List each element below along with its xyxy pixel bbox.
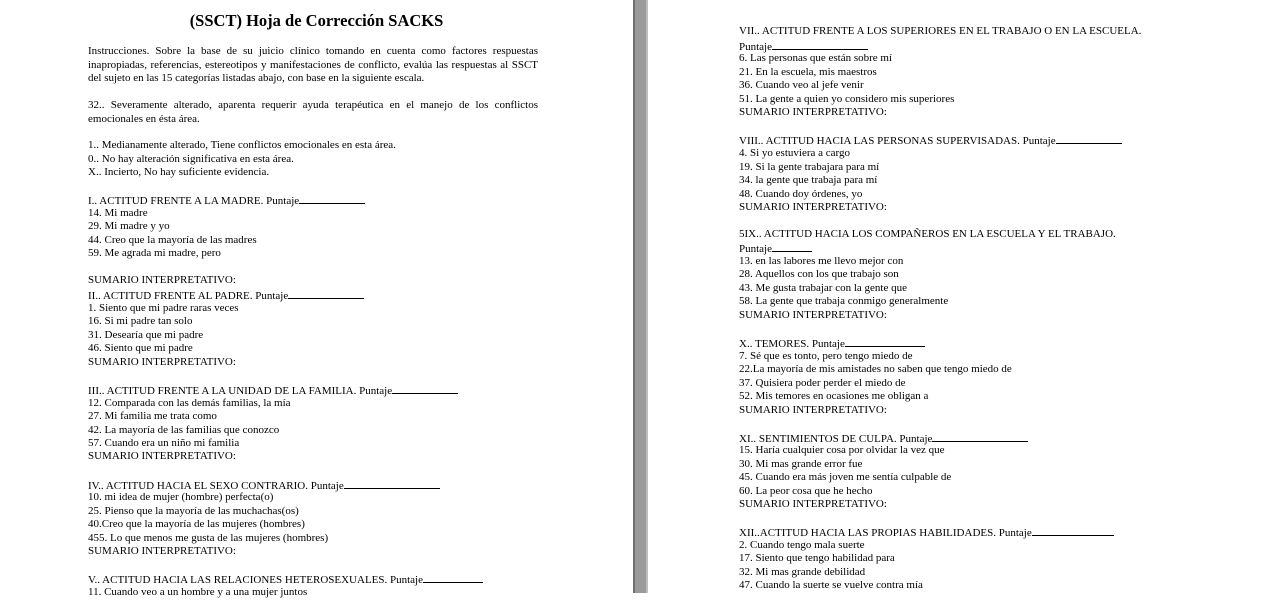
summary-label: SUMARIO INTERPRETATIVO: <box>739 201 887 213</box>
score-label: Puntaje <box>739 241 812 257</box>
section-heading: V.. ACTITUD HACIA LAS RELACIONES HETEROSEXUALES. Puntaje <box>88 572 483 588</box>
list-item: 16. Si mi padre tan solo <box>88 315 193 327</box>
list-item: 31. Desearía que mi padre <box>88 329 204 341</box>
summary-label: SUMARIO INTERPRETATIVO: <box>739 498 887 510</box>
list-item: 6. Las personas que están sobre mí <box>739 52 893 64</box>
list-item: 12. Comparada con las demás familias, la mía <box>88 397 291 409</box>
list-item: 46. Siento que mi padre <box>88 342 193 354</box>
section-heading: II.. ACTITUD FRENTE AL PADRE. Puntaje <box>88 288 364 304</box>
section-heading: VIII.. ACTITUD HACIA LAS PERSONAS SUPERVISADAS. Puntaje <box>739 133 1122 149</box>
scale-none: 0.. No hay alteración significativa en esta área. <box>88 153 294 165</box>
section-heading: 5IX.. ACTITUD HACIA LOS COMPAÑEROS EN LA ESCUELA Y EL TRABAJO. <box>739 228 1116 240</box>
list-item: 455. Lo que menos me gusta de las mujeres (hombres) <box>88 532 329 544</box>
list-item: 43. Me gusta trabajar con la gente que <box>739 282 907 294</box>
list-item: 30. Mi mas grande error fue <box>739 458 863 470</box>
summary-label: SUMARIO INTERPRETATIVO: <box>88 356 236 368</box>
list-item: 42. La mayoría de las familias que conozco <box>88 424 280 436</box>
list-item: 27. Mi familia me trata como <box>88 410 217 422</box>
list-item: 51. La gente a quien yo considero mis superiores <box>739 93 955 105</box>
list-item: 10. mi idea de mujer (hombre) perfecta(o) <box>88 491 274 503</box>
list-item: 2. Cuando tengo mala suerte <box>739 539 865 551</box>
list-item: 19. Si la gente trabajara para mí <box>739 161 880 173</box>
section-heading: XII..ACTITUD HACIA LAS PROPIAS HABILIDADES. Puntaje <box>739 525 1114 541</box>
list-item: 47. Cuando la suerte se vuelve contra mía <box>739 579 923 591</box>
list-item: 4. Si yo estuviera a cargo <box>739 147 850 159</box>
section-heading: X.. TEMORES. Puntaje <box>739 336 925 352</box>
list-item: 57. Cuando era un niño mi familia <box>88 437 240 449</box>
list-item: 1. Siento que mi padre raras veces <box>88 302 239 314</box>
list-item: 15. Haría cualquier cosa por olvidar la vez que <box>739 444 945 456</box>
summary-label: SUMARIO INTERPRETATIVO: <box>88 545 236 557</box>
list-item: 17. Siento que tengo habilidad para <box>739 552 895 564</box>
list-item: 45. Cuando era más joven me sentía culpable de <box>739 471 952 483</box>
scale-uncertain: X.. Incierto, No hay suficiente evidencia. <box>88 166 270 178</box>
list-item: 13. en las labores me llevo mejor con <box>739 255 904 267</box>
summary-label: SUMARIO INTERPRETATIVO: <box>739 309 887 321</box>
list-item: 58. La gente que trabaja conmigo generalmente <box>739 295 949 307</box>
list-item: 29. Mi madre y yo <box>88 220 170 232</box>
document-title: (SSCT) Hoja de Corrección SACKS <box>189 11 444 30</box>
score-label: Puntaje <box>739 39 868 55</box>
section-heading: XI.. SENTIMIENTOS DE CULPA. Puntaje <box>739 431 1028 447</box>
list-item: 14. Mi madre <box>88 207 148 219</box>
list-item: 28. Aquellos con los que trabajo son <box>739 268 899 280</box>
list-item: 36. Cuando veo al jefe venir <box>739 79 864 91</box>
list-item: 52. Mis temores en ocasiones me obligan a <box>739 390 929 402</box>
section-heading: IV.. ACTITUD HACIA EL SEXO CONTRARIO. Puntaje <box>88 478 440 494</box>
list-item: 7. Sé que es tonto, pero tengo miedo de <box>739 350 913 362</box>
list-item: 40.Creo que la mayoría de las mujeres (hombres) <box>88 518 305 530</box>
list-item: 60. La peor cosa que he hecho <box>739 485 873 497</box>
summary-label: SUMARIO INTERPRETATIVO: <box>88 274 236 286</box>
list-item: 48. Cuando doy órdenes, yo <box>739 188 863 200</box>
list-item: 34. la gente que trabaja para mí <box>739 174 878 186</box>
scale-severe: 32.. Severamente alterado, aparenta requerir ayuda terapéutica en el manejo de los conflictos emocionales en ésta área. <box>88 99 538 125</box>
list-item: 11. Cuando veo a un hombre y a una mujer juntos <box>88 586 308 598</box>
instructions-paragraph: Instrucciones. Sobre la base de su juicio clínico tomando en cuenta como factores respuestas inapropiadas, referencias, estereotipos y manifestaciones de conflicto, evalúa las respuestas al SSCT del sujeto en las 15 categorías listadas abajo, con base en la siguiente escala. <box>88 45 538 84</box>
list-item: 44. Creo que la mayoría de las madres <box>88 234 257 246</box>
summary-label: SUMARIO INTERPRETATIVO: <box>739 404 887 416</box>
list-item: 25. Pienso que la mayoría de las muchachas(os) <box>88 505 299 517</box>
page-separator <box>633 0 648 593</box>
summary-label: SUMARIO INTERPRETATIVO: <box>88 450 236 462</box>
list-item: 59. Me agrada mi madre, pero <box>88 247 221 259</box>
scale-moderate: 1.. Medianamente alterado, Tiene conflictos emocionales en esta área. <box>88 139 396 151</box>
list-item: 21. En la escuela, mis maestros <box>739 66 877 78</box>
list-item: 37. Quisiera poder perder el miedo de <box>739 377 906 389</box>
section-heading: I.. ACTITUD FRENTE A LA MADRE. Puntaje <box>88 193 365 209</box>
section-heading: III.. ACTITUD FRENTE A LA UNIDAD DE LA FAMILIA. Puntaje <box>88 383 458 399</box>
list-item: 32. Mi mas grande debilidad <box>739 566 866 578</box>
list-item: 22.La mayoría de mis amistades no saben que tengo miedo de <box>739 363 1012 375</box>
section-heading: VII.. ACTITUD FRENTE A LOS SUPERIORES EN EL TRABAJO O EN LA ESCUELA. <box>739 25 1142 37</box>
summary-label: SUMARIO INTERPRETATIVO: <box>739 106 887 118</box>
